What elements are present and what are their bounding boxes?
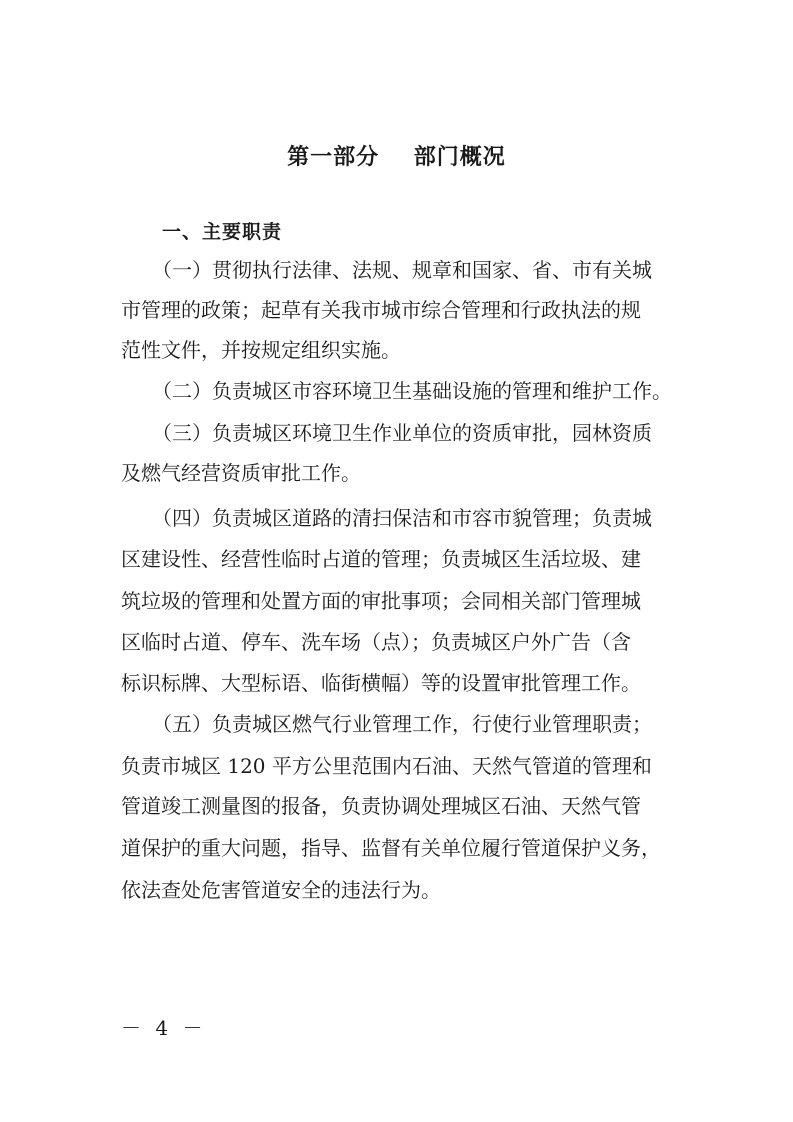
- text-line: 区建设性、经营性临时占道的管理；负责城区生活垃圾、建: [121, 547, 641, 571]
- section-heading: 一、主要职责: [162, 221, 283, 243]
- text-line: 道保护的重大问题，指导、监督有关单位履行管道保护义务，: [121, 836, 661, 860]
- text-line: 范性文件，并按规定组织实施。: [121, 338, 401, 362]
- text-line: 标识标牌、大型标语、临街横幅）等的设置审批管理工作。: [121, 671, 641, 695]
- text-line: 筑垃圾的管理和处置方面的审批事项；会同相关部门管理城: [121, 589, 641, 613]
- text-line: （一）贯彻执行法律、法规、规章和国家、省、市有关城: [152, 258, 652, 282]
- text-line: 负责市城区 120 平方公里范围内石油、天然气管道的管理和: [121, 754, 652, 778]
- page-title: 第一部分 部门概况: [287, 145, 506, 170]
- text-line: （四）负责城区道路的清扫保洁和市容市貌管理；负责城: [152, 506, 652, 530]
- page-number: － 4 －: [121, 1016, 207, 1040]
- text-line: （三）负责城区环境卫生作业单位的资质审批，园林资质: [152, 421, 652, 445]
- text-line: （五）负责城区燃气行业管理工作，行使行业管理职责；: [152, 712, 652, 736]
- text-line: 管道竣工测量图的报备，负责协调处理城区石油、天然气管: [121, 794, 641, 818]
- text-line: 市管理的政策；起草有关我市城市综合管理和行政执法的规: [121, 298, 641, 322]
- text-line: 依法查处危害管道安全的违法行为。: [121, 878, 441, 902]
- text-line: （二）负责城区市容环境卫生基础设施的管理和维护工作。: [152, 379, 672, 403]
- text-line: 区临时占道、停车、洗车场（点）；负责城区户外广告（含: [121, 630, 631, 654]
- text-line: 及燃气经营资质审批工作。: [121, 461, 361, 485]
